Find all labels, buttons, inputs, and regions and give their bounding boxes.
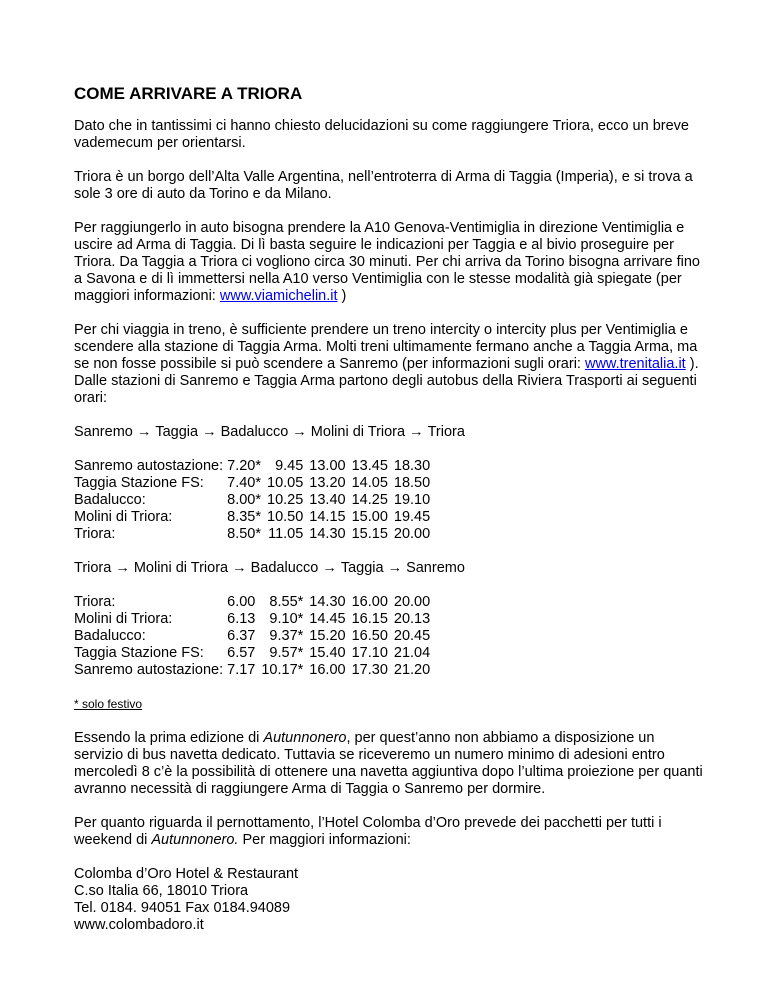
departure-time: 11.05: [268, 526, 304, 542]
hotel-contact: [74, 866, 704, 934]
stop-name: Molini di Triora:: [74, 509, 173, 525]
page-title: COME ARRIVARE A TRIORA: [74, 84, 303, 103]
train-paragraph: [74, 322, 704, 407]
departure-time: 17.30: [351, 662, 388, 678]
departure-time: 8.35*: [227, 509, 261, 525]
stop-name: Molini di Triora:: [74, 611, 173, 627]
car-text: Per raggiungerlo in auto bisogna prendere la A10 Genova-Ventimiglia in direzione Ventimiglia e uscire ad Arma di Taggia. Di lì basta seguire le indicazioni per Taggia e al bivio proseguire per Triora. Da Taggia a Triora ci vogliono circa 30 minuti. Per chi arriva da Torino bisogna arrivare fino a Savona e di lì immettersi nella A10 verso Ventimiglia con le stesse modalità già spiegate (per maggiori informazioni:: [74, 220, 700, 304]
timetable-row: [74, 458, 430, 475]
route-stop: Badalucco: [250, 560, 319, 576]
departure-time: 14.30: [309, 594, 346, 610]
departure-time: 10.17*: [261, 662, 304, 678]
route-stop: Triora: [427, 424, 465, 440]
route-stop: Sanremo: [74, 424, 133, 440]
timetable-row: [74, 509, 430, 526]
timetable-row: [74, 475, 430, 492]
departure-time: 20.00: [393, 526, 431, 542]
departure-time: 8.55*: [269, 594, 304, 610]
route-outbound: [74, 424, 704, 441]
departure-time: 6.37: [227, 628, 256, 644]
intro-paragraph: Dato che in tantissimi ci hanno chiesto delucidazioni su come raggiungere Triora, ecco un breve vademecum per orientarsi.: [74, 118, 689, 151]
departure-time: 7.17: [227, 662, 256, 678]
arrow-icon: →: [409, 424, 424, 440]
stop-name: Triora:: [74, 526, 116, 542]
departure-time: 13.00: [309, 458, 346, 474]
departure-time: 15.15: [351, 526, 388, 542]
route-stop: Taggia: [155, 424, 199, 440]
departure-time: 19.10: [393, 492, 431, 508]
stop-name: Badalucco:: [74, 628, 146, 644]
contact-line: C.so Italia 66, 18010 Triora: [74, 883, 249, 899]
departure-time: 10.50: [267, 509, 304, 525]
departure-time: 18.50: [393, 475, 431, 491]
timetable-row: [74, 628, 430, 645]
departure-time: 17.10: [351, 645, 388, 661]
shuttle-text: Essendo la prima edizione di: [74, 730, 264, 746]
departure-time: 8.50*: [227, 526, 261, 542]
document-body: [74, 84, 704, 934]
arrow-icon: →: [387, 560, 403, 576]
departure-time: 6.57: [227, 645, 256, 661]
car-paragraph: [74, 220, 704, 305]
shuttle-paragraph: [74, 730, 704, 798]
stop-name: Taggia Stazione FS:: [74, 475, 204, 491]
contact-line: www.colombadoro.it: [74, 917, 204, 933]
departure-time: 13.20: [309, 475, 346, 491]
departure-time: 21.20: [393, 662, 431, 678]
car-text-after: ): [337, 288, 347, 304]
timetable-outbound: [74, 458, 430, 543]
departure-time: 15.40: [309, 645, 346, 661]
viamichelin-link[interactable]: www.viamichelin.it: [219, 288, 338, 304]
hotel-text: Per quanto riguarda il pernottamento, l’Hotel Colomba d’Oro prevede dei pacchetti per tutti i weekend di: [74, 815, 662, 848]
shuttle-text-after: , per quest’anno non abbiamo a disposizione un servizio di bus navetta dedicato. Tuttavia se riceveremo un numero minimo di adesioni entro mercoledì 8 c’è la possibilità di ottenere una navetta aggiuntiva dopo l’ultima proiezione per quanti avranno necessità di raggiungere Arma di Taggia o Sanremo per dormire.: [74, 730, 703, 797]
departure-time: 16.50: [351, 628, 388, 644]
festival-name: Autunnonero.: [151, 832, 239, 848]
location-paragraph: Triora è un borgo dell’Alta Valle Argentina, nell’entroterra di Arma di Taggia (Imperia), e si trova a sole 3 ore di auto da Torino e da Milano.: [74, 169, 693, 202]
stop-name: Taggia Stazione FS:: [74, 645, 204, 661]
route-return: [74, 560, 704, 577]
route-stop: Taggia: [340, 560, 384, 576]
stop-name: Sanremo autostazione:: [74, 458, 224, 474]
arrow-icon: →: [136, 424, 152, 440]
departure-time: 20.45: [393, 628, 431, 644]
route-stop: Badalucco: [220, 424, 289, 440]
departure-time: 15.20: [309, 628, 346, 644]
departure-time: 9.45: [275, 458, 304, 474]
departure-time: 9.37*: [269, 628, 304, 644]
departure-time: 8.00*: [227, 492, 261, 508]
departure-time: 9.57*: [269, 645, 304, 661]
holiday-note: * solo festivo: [74, 697, 143, 711]
arrow-icon: →: [232, 560, 247, 576]
train-text-after: ). Dalle stazioni di Sanremo e Taggia Arma partono degli autobus della Riviera Trasporti ai seguenti orari:: [74, 356, 699, 406]
route-stop: Sanremo: [406, 560, 465, 576]
departure-time: 14.30: [309, 526, 346, 542]
departure-time: 14.15: [309, 509, 346, 525]
hotel-paragraph: [74, 815, 704, 849]
departure-time: 20.00: [393, 594, 431, 610]
route-stop: Triora: [74, 560, 112, 576]
arrow-icon: →: [115, 560, 130, 576]
departure-time: 9.10*: [269, 611, 304, 627]
timetable-row: [74, 594, 430, 611]
route-stop: Molini di Triora: [133, 560, 229, 576]
departure-time: 7.40*: [227, 475, 261, 491]
departure-time: 14.25: [351, 492, 388, 508]
timetable-row: [74, 526, 430, 543]
departure-time: 18.30: [393, 458, 431, 474]
departure-time: 20.13: [393, 611, 431, 627]
departure-time: 10.05: [267, 475, 304, 491]
departure-time: 19.45: [393, 509, 431, 525]
arrow-icon: →: [322, 560, 337, 576]
departure-time: 6.13: [227, 611, 256, 627]
departure-time: 13.45: [351, 458, 388, 474]
departure-time: 13.40: [309, 492, 346, 508]
festival-name: Autunnonero: [263, 730, 347, 746]
stop-name: Triora:: [74, 594, 116, 610]
stop-name: Badalucco:: [74, 492, 146, 508]
trenitalia-link[interactable]: www.trenitalia.it: [584, 356, 686, 372]
train-text: Per chi viaggia in treno, è sufficiente prendere un treno intercity o intercity plus per Ventimiglia e scendere alla stazione di Taggia Arma. Molti treni ultimamente fermano anche a Taggia Arma, ma se non fosse possibile si può scendere a Sanremo (per informazioni sugli orari:: [74, 322, 698, 372]
departure-time: 6.00: [227, 594, 256, 610]
timetable-row: [74, 662, 430, 679]
contact-line: Tel. 0184. 94051 Fax 0184.94089: [74, 900, 291, 916]
departure-time: 14.45: [309, 611, 346, 627]
contact-line: Colomba d’Oro Hotel & Restaurant: [74, 866, 299, 882]
departure-time: 16.00: [309, 662, 346, 678]
timetable-row: [74, 611, 430, 628]
stop-name: Sanremo autostazione:: [74, 662, 224, 678]
arrow-icon: →: [202, 424, 217, 440]
route-stop: Molini di Triora: [310, 424, 406, 440]
departure-time: 10.25: [267, 492, 304, 508]
arrow-icon: →: [292, 424, 307, 440]
departure-time: 16.00: [351, 594, 388, 610]
timetable-return: [74, 594, 430, 679]
departure-time: 7.20*: [227, 458, 261, 474]
timetable-row: [74, 492, 430, 509]
departure-time: 14.05: [351, 475, 388, 491]
departure-time: 16.15: [351, 611, 388, 627]
departure-time: 15.00: [351, 509, 388, 525]
hotel-text-after: Per maggiori informazioni:: [238, 832, 411, 848]
timetable-row: [74, 645, 430, 662]
departure-time: 21.04: [393, 645, 431, 661]
